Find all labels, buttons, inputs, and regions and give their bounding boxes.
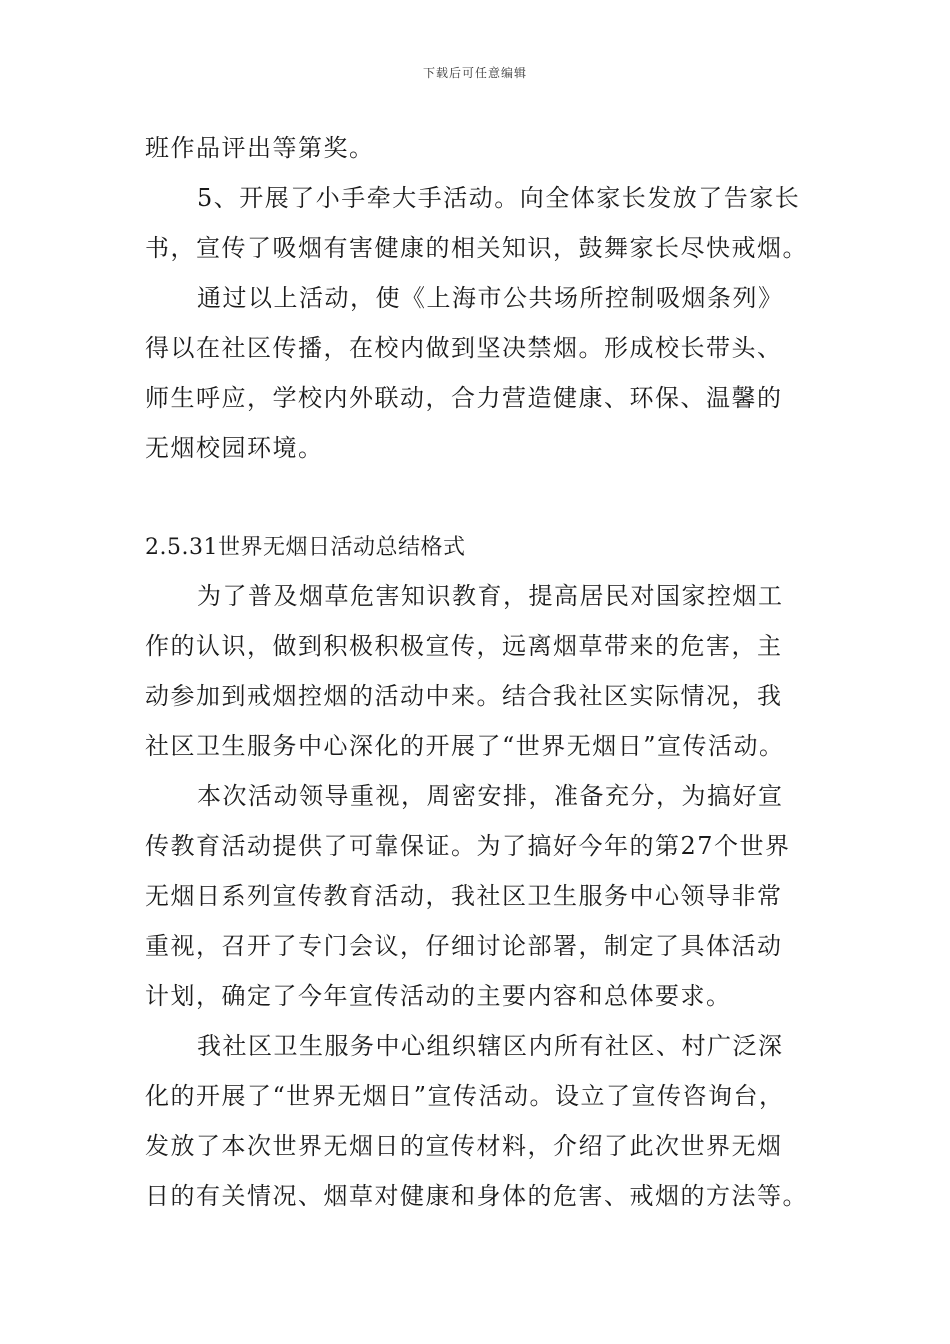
text-line: 书，宣传了吸烟有害健康的相关知识，鼓舞家长尽快戒烟。 <box>145 234 808 262</box>
text-line: 社区卫生服务中心深化的开展了“世界无烟日”宣传活动。 <box>145 732 785 760</box>
text-line: 传教育活动提供了可靠保证。为了搞好今年的第27个世界 <box>145 832 791 860</box>
text-line: 计划，确定了今年宣传活动的主要内容和总体要求。 <box>145 982 732 1010</box>
text-line: 发放了本次世界无烟日的宣传材料，介绍了此次世界无烟 <box>145 1132 783 1160</box>
text-line: 日的有关情况、烟草对健康和身体的危害、戒烟的方法等。 <box>145 1182 808 1210</box>
page-header-note: 下载后可任意编辑 <box>422 66 527 80</box>
text-line: 无烟校园环境。 <box>145 434 324 462</box>
text-line: 化的开展了“世界无烟日”宣传活动。设立了宣传咨询台， <box>145 1082 785 1110</box>
paragraph-first-line: 5、开展了小手牵大手活动。向全体家长发放了告家长 <box>197 184 801 212</box>
paragraph-first-line: 为了普及烟草危害知识教育，提高居民对国家控烟工 <box>197 582 784 610</box>
text-line: 师生呼应，学校内外联动，合力营造健康、环保、温馨的 <box>145 384 783 412</box>
text-line: 动参加到戒烟控烟的活动中来。结合我社区实际情况，我 <box>145 682 783 710</box>
text-line: 重视，召开了专门会议，仔细讨论部署，制定了具体活动 <box>145 932 783 960</box>
text-line: 班作品评出等第奖。 <box>145 134 375 162</box>
paragraph-first-line: 本次活动领导重视，周密安排，准备充分，为搞好宣 <box>197 782 784 810</box>
text-line: 得以在社区传播，在校内做到坚决禁烟。形成校长带头、 <box>145 334 783 362</box>
text-line: 作的认识，做到积极积极宣传，远离烟草带来的危害，主 <box>145 632 783 660</box>
paragraph-first-line: 通过以上活动，使《上海市公共场所控制吸烟条列》 <box>197 284 784 312</box>
text-line: 无烟日系列宣传教育活动，我社区卫生服务中心领导非常 <box>145 882 783 910</box>
paragraph-first-line: 我社区卫生服务中心组织辖区内所有社区、村广泛深 <box>197 1032 784 1060</box>
section-heading: 2.5.31世界无烟日活动总结格式 <box>145 535 466 560</box>
